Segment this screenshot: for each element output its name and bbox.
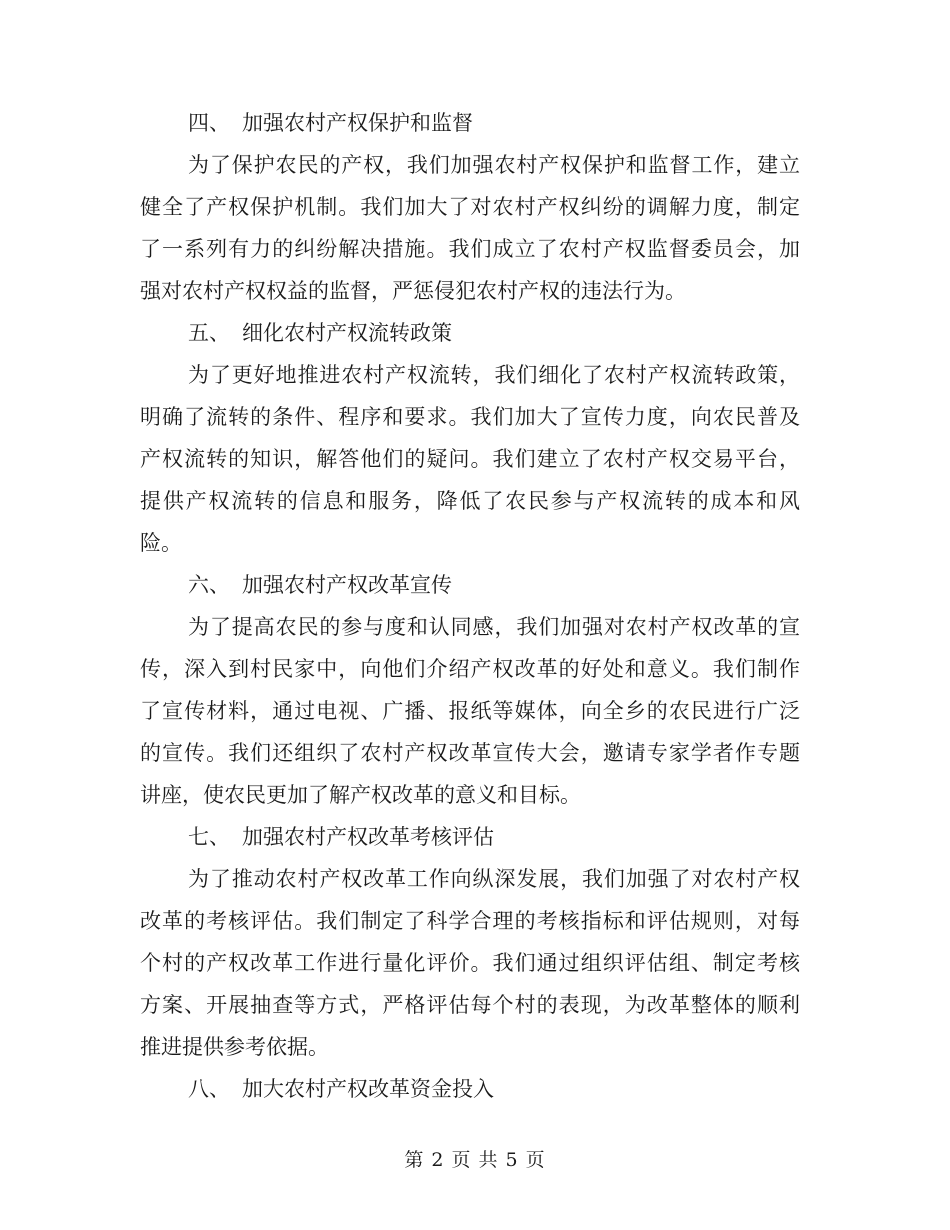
- section-number: 五、: [188, 321, 230, 345]
- paragraph-line: 为了提高农民的参与度和认同感，我们加强对农村产权改革的宣: [188, 615, 800, 639]
- section-heading: [140, 1068, 800, 1110]
- section-title: 加强农村产权保护和监督: [242, 111, 473, 135]
- paragraph-line: 讲座，使农民更加了解产权改革的意义和目标。: [140, 783, 581, 807]
- section-heading: [140, 102, 800, 144]
- paragraph-line: 了宣传材料，通过电视、广播、报纸等媒体，向全乡的农民进行广泛: [140, 699, 800, 723]
- paragraph-line: 的宣传。我们还组织了农村产权改革宣传大会，邀请专家学者作专题: [140, 741, 800, 765]
- section-heading: [140, 312, 800, 354]
- paragraph-line: 了一系列有力的纠纷解决措施。我们成立了农村产权监督委员会，加: [140, 237, 800, 261]
- section-number: 六、: [188, 573, 230, 597]
- paragraph-line: 为了保护农民的产权，我们加强农村产权保护和监督工作，建立: [188, 153, 800, 177]
- paragraph-line: 传，深入到村民家中，向他们介绍产权改革的好处和意义。我们制作: [140, 657, 800, 681]
- paragraph-line: 明确了流转的条件、程序和要求。我们加大了宣传力度，向农民普及: [140, 405, 800, 429]
- section-number: 七、: [188, 825, 230, 849]
- page-footer: 第 2 页 共 5 页: [404, 1149, 546, 1171]
- section-7: [140, 816, 800, 1068]
- paragraph-line: 个村的产权改革工作进行量化评价。我们通过组织评估组、制定考核: [140, 951, 800, 975]
- paragraph-line: 推进提供参考依据。: [140, 1035, 329, 1059]
- paragraph-line: 为了更好地推进农村产权流转，我们细化了农村产权流转政策，: [188, 363, 800, 387]
- paragraph-line: 为了推动农村产权改革工作向纵深发展，我们加强了对农村产权: [188, 867, 800, 891]
- section-6: [140, 564, 800, 816]
- paragraph-line: 方案、开展抽查等方式，严格评估每个村的表现，为改革整体的顺利: [140, 993, 800, 1017]
- paragraph-line: 健全了产权保护机制。我们加大了对农村产权纠纷的调解力度，制定: [140, 195, 800, 219]
- section-8: [140, 1068, 800, 1110]
- paragraph-line: 提供产权流转的信息和服务，降低了农民参与产权流转的成本和风: [140, 489, 800, 513]
- paragraph-line: 险。: [140, 531, 182, 555]
- section-number: 四、: [188, 111, 230, 135]
- section-heading: [140, 816, 800, 858]
- section-title: 加强农村产权改革宣传: [242, 573, 452, 597]
- section-title: 加大农村产权改革资金投入: [242, 1077, 494, 1101]
- paragraph-line: 改革的考核评估。我们制定了科学合理的考核指标和评估规则，对每: [140, 909, 800, 933]
- section-4: [140, 102, 800, 312]
- section-5: [140, 312, 800, 564]
- document-body: [140, 102, 800, 1110]
- section-number: 八、: [188, 1077, 230, 1101]
- paragraph-line: 产权流转的知识，解答他们的疑问。我们建立了农村产权交易平台，: [140, 447, 800, 471]
- section-title: 加强农村产权改革考核评估: [242, 825, 494, 849]
- section-title: 细化农村产权流转政策: [242, 321, 452, 345]
- paragraph-line: 强对农村产权权益的监督，严惩侵犯农村产权的违法行为。: [140, 279, 686, 303]
- section-heading: [140, 564, 800, 606]
